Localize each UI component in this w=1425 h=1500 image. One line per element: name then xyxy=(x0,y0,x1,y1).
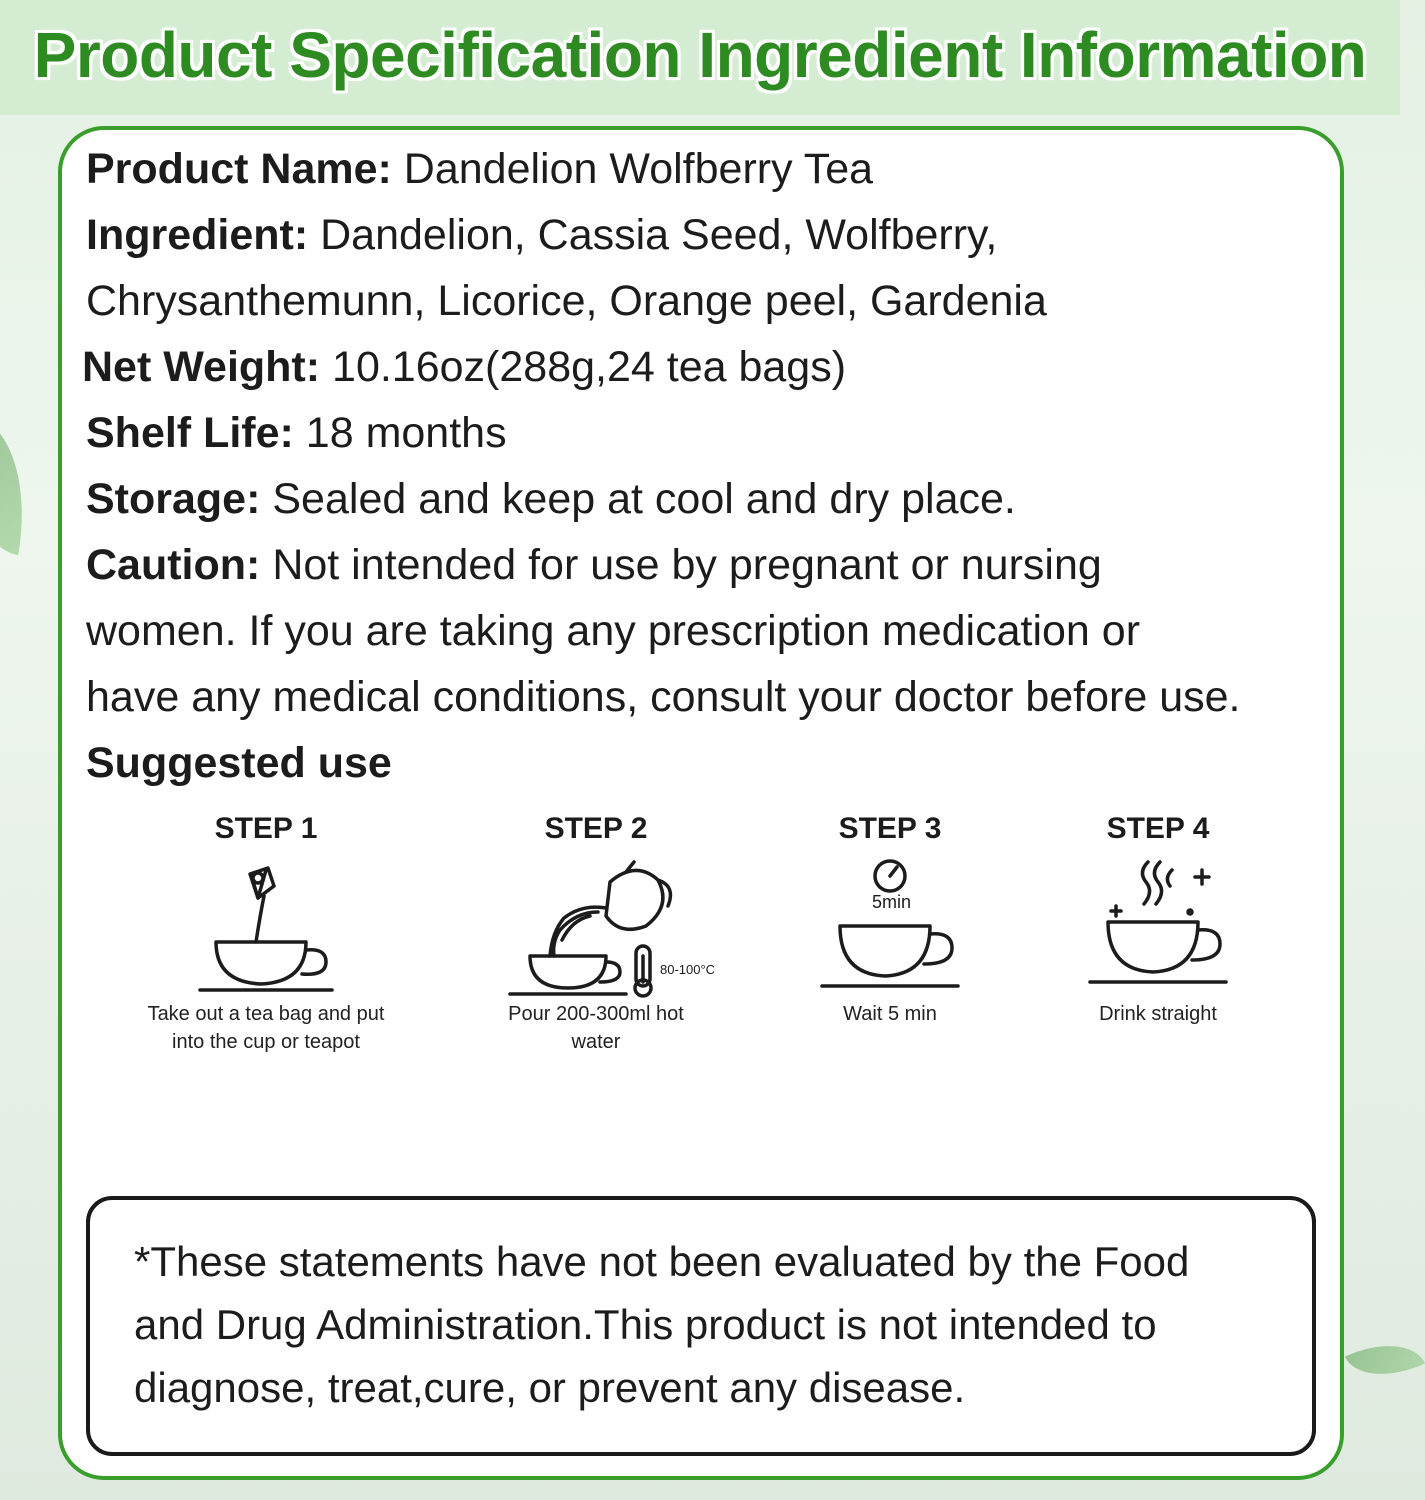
step-caption: Take out a tea bag and put xyxy=(147,1003,385,1025)
spec-ingredient xyxy=(86,202,997,268)
spec-label: Storage: xyxy=(86,475,261,523)
page-title: Product Specification Ingredient Information xyxy=(33,19,1367,91)
step-title: STEP 3 xyxy=(838,812,942,845)
steps-row xyxy=(100,812,1300,1102)
spec-label: Product Name: xyxy=(86,145,392,193)
spec-storage xyxy=(86,466,1016,532)
background-leaf-left xyxy=(0,415,41,555)
spec-caution-cont-1 xyxy=(86,598,1140,664)
spec-value: have any medical conditions, consult your doctor before use. xyxy=(86,673,1241,721)
step-caption: into the cup or teapot xyxy=(172,1031,360,1053)
step-2 xyxy=(446,812,746,1056)
step-3 xyxy=(740,812,1040,1028)
cup-with-teabag-icon xyxy=(186,856,346,996)
timer-label: 5min xyxy=(872,892,912,912)
spec-caution xyxy=(86,532,1102,598)
spec-value: Dandelion Wolfberry Tea xyxy=(403,145,874,193)
cup-with-timer-icon xyxy=(810,856,970,996)
step-caption: water xyxy=(571,1031,621,1053)
step-title: STEP 4 xyxy=(1106,812,1210,845)
spec-shelf-life xyxy=(86,400,507,466)
step-title: STEP 1 xyxy=(214,812,318,845)
spec-value: Not intended for use by pregnant or nursing xyxy=(272,541,1102,589)
spec-value: Chrysanthemunn, Licorice, Orange peel, Gardenia xyxy=(86,277,1047,325)
step-4 xyxy=(1008,812,1308,1028)
temperature-label: 80-100°C xyxy=(660,962,716,977)
step-caption: Wait 5 min xyxy=(843,1003,937,1025)
disclaimer-box xyxy=(86,1196,1316,1456)
step-caption: Pour 200-300ml hot xyxy=(508,1003,684,1025)
spec-label: Shelf Life: xyxy=(86,409,294,457)
spec-label: Ingredient: xyxy=(86,211,309,259)
spec-caution-cont-2 xyxy=(86,664,1241,730)
spec-value: 10.16oz(288g,24 tea bags) xyxy=(332,343,847,391)
spec-value: Dandelion, Cassia Seed, Wolfberry, xyxy=(320,211,998,259)
teapot-pouring-icon xyxy=(486,856,716,996)
spec-label: Caution: xyxy=(86,541,261,589)
spec-value: Sealed and keep at cool and dry place. xyxy=(272,475,1016,523)
spec-net-weight xyxy=(82,334,846,400)
spec-value: women. If you are taking any prescription medication or xyxy=(86,607,1141,655)
spec-product-name xyxy=(86,136,873,202)
suggested-use-heading: Suggested use xyxy=(86,739,392,787)
step-caption: Drink straight xyxy=(1099,1003,1217,1025)
disclaimer-line: diagnose, treat,cure, or prevent any disease. xyxy=(134,1364,966,1411)
spec-label: Net Weight: xyxy=(82,343,321,391)
spec-ingredient-cont xyxy=(86,268,1047,334)
spec-value: 18 months xyxy=(305,409,507,457)
step-1 xyxy=(116,812,416,1056)
step-title: STEP 2 xyxy=(544,812,648,845)
background-leaf-bottom-right xyxy=(1345,1327,1425,1393)
disclaimer-line: *These statements have not been evaluated by the Food xyxy=(134,1238,1190,1285)
disclaimer-line: and Drug Administration.This product is not intended to xyxy=(134,1301,1157,1348)
steaming-cup-icon xyxy=(1078,856,1238,996)
